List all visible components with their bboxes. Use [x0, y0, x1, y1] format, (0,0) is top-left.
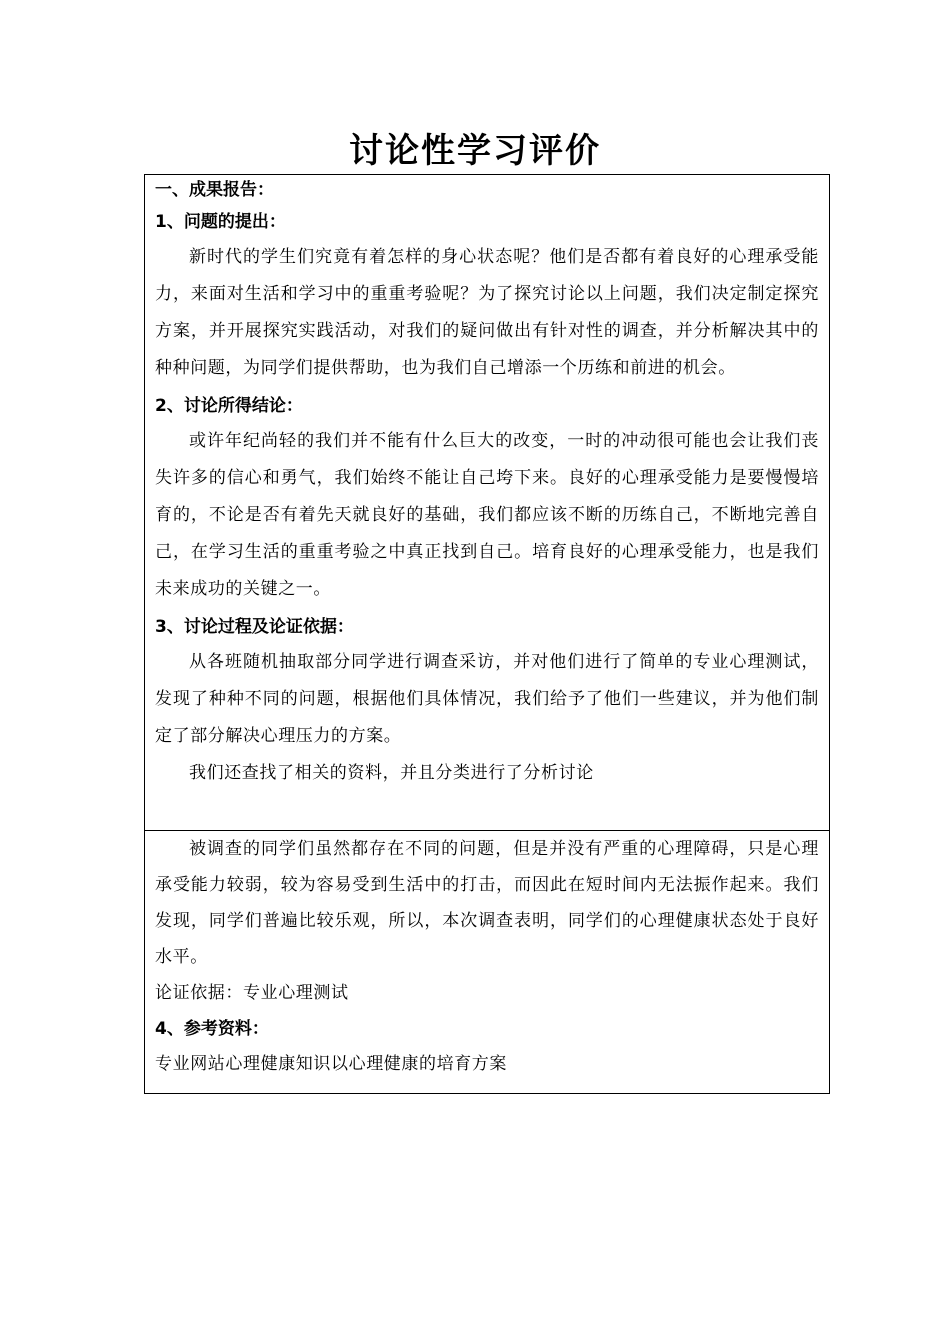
- report-cell-findings: [145, 831, 829, 1093]
- report-table: [144, 174, 830, 1094]
- subheading-references: 4、参考资料：: [155, 1019, 269, 1039]
- paragraph-problem: 新时代的学生们究竟有着怎样的身心状态呢？他们是否都有着良好的心理承受能力，来面对生活和学习中的重重考验呢？为了探究讨论以上问题，我们决定制定探究方案，并开展探究实践活动，对我们的疑问做出有针对性的调查，并分析解决其中的种种问题，为同学们提供帮助，也为我们自己增添一个历练和前进的机会。: [155, 247, 819, 378]
- paragraph-findings: 被调查的同学们虽然都存在不同的问题，但是并没有严重的心理障碍，只是心理承受能力较弱，较为容易受到生活中的打击，而因此在短时间内无法振作起来。我们发现，同学们普遍比较乐观，所以，本次调查表明，同学们的心理健康状态处于良好水平。: [155, 839, 819, 967]
- subheading-problem: 1、问题的提出：: [155, 212, 286, 232]
- paragraph-conclusion: 或许年纪尚轻的我们并不能有什么巨大的改变，一时的冲动很可能也会让我们丧失许多的信心和勇气，我们始终不能让自己垮下来。良好的心理承受能力是要慢慢培育的，不论是否有着先天就良好的基础，我们都应该不断的历练自己，不断地完善自己，在学习生活的重重考验之中真正找到自己。培育良好的心理承受能力，也是我们未来成功的关键之一。: [155, 431, 819, 599]
- report-cell-main: [145, 175, 829, 831]
- paragraph-process: 从各班随机抽取部分同学进行调查采访，并对他们进行了简单的专业心理测试，发现了种种不同的问题，根据他们具体情况，我们给予了他们一些建议，并为他们制定了部分解决心理压力的方案。: [155, 652, 819, 746]
- subheading-conclusion: 2、讨论所得结论：: [155, 396, 303, 416]
- page-title: 讨论性学习评价: [349, 131, 601, 171]
- evidence-line: 论证依据：专业心理测试: [155, 983, 349, 1003]
- section-heading-results: 一、成果报告：: [155, 180, 274, 200]
- subheading-process: 3、讨论过程及论证依据：: [155, 617, 354, 637]
- references-line: 专业网站心理健康知识以心理健康的培育方案: [155, 1054, 507, 1074]
- paragraph-materials: 我们还查找了相关的资料，并且分类进行了分析讨论: [189, 763, 594, 783]
